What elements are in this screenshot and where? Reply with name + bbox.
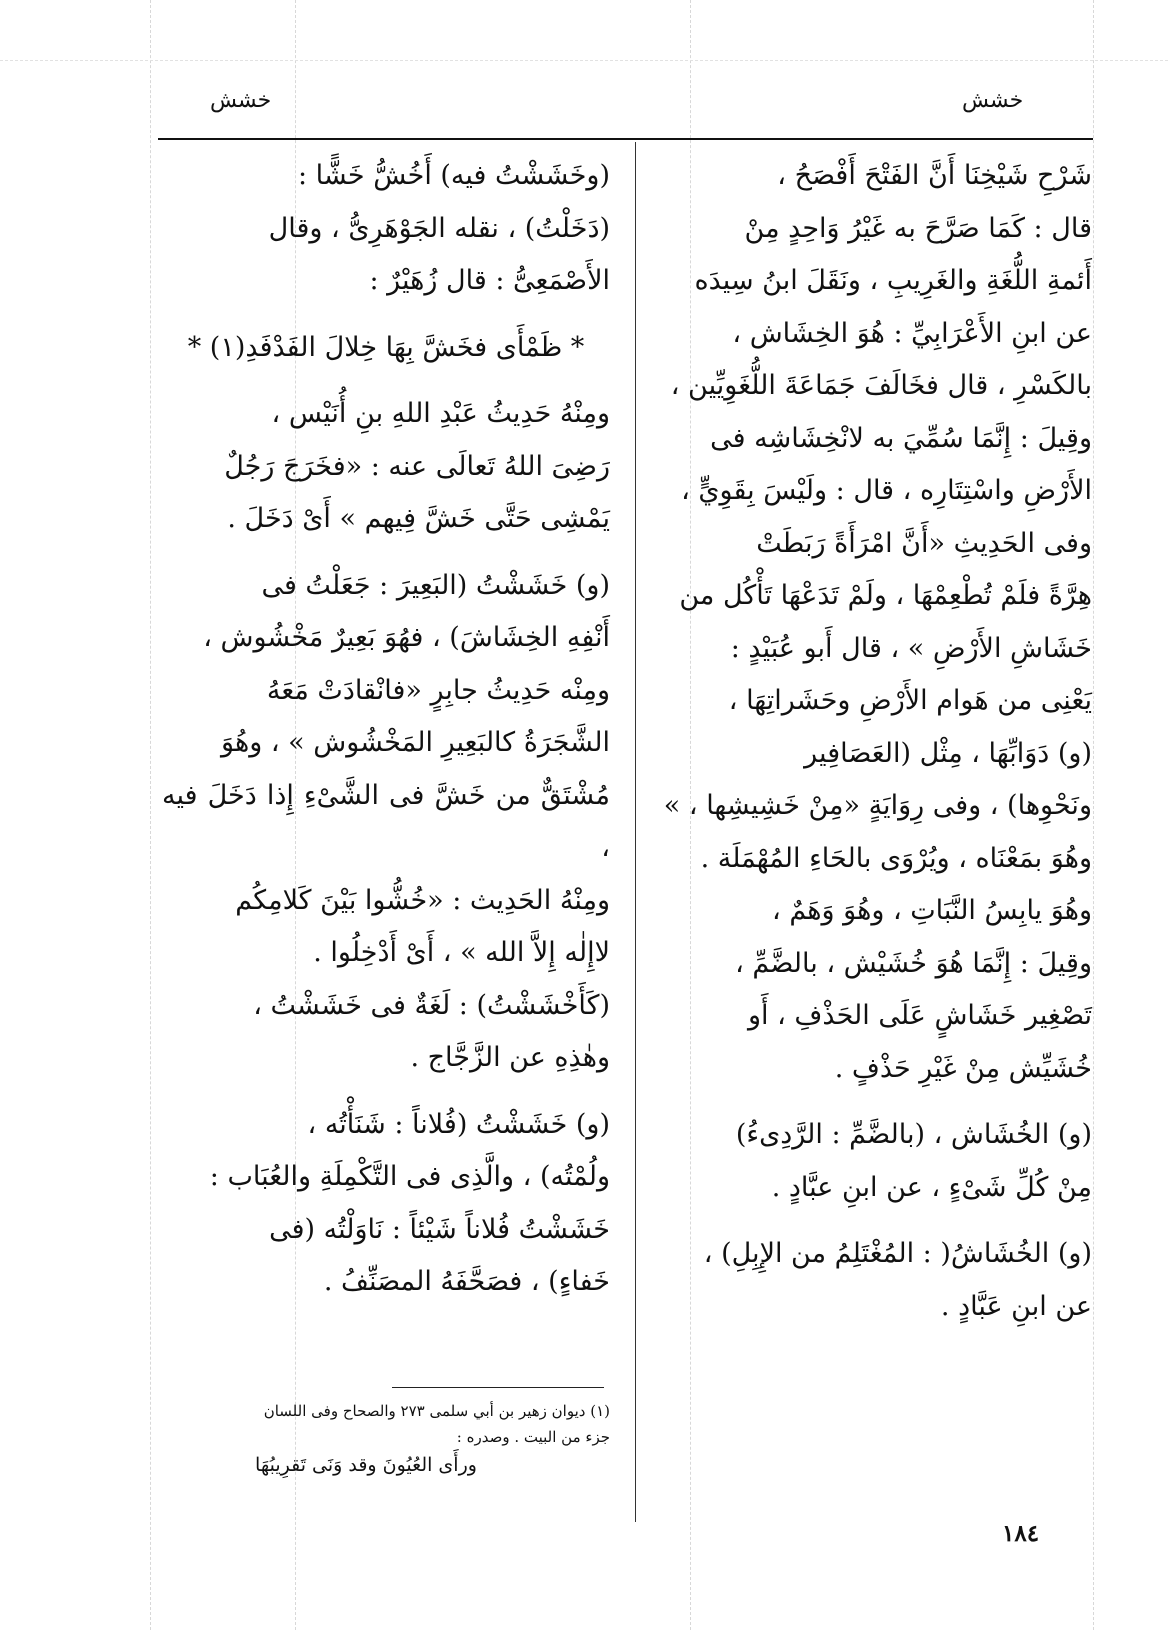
text-line: * ظَمْأَى فخَشَّ بِهَا خِلالَ الفَدْفَدِ(١) * <box>187 331 585 363</box>
text-line: عن ابنِ عَبَّادٍ . <box>940 1290 1092 1322</box>
text-line: أَئمةِ اللُّغَةِ والغَرِيبِ ، ونَقَلَ ابنُ سِيدَه <box>694 265 1092 296</box>
footnote-line: جزء من البيت . وصدره : <box>456 1428 610 1446</box>
text-line: (و) دَوَابِّهَا ، مِثْل (العَصَافِير <box>804 737 1092 769</box>
text-line: يَمْشِى حَتَّى خَشَّ فِيهم » أَىْ دَخَلَ . <box>227 503 610 534</box>
left-headword: خشش <box>210 88 272 113</box>
paragraph-gap <box>162 1085 610 1099</box>
text-line: (وخَشَشْتُ فيه) أَخُشُّ خَشًّا : <box>297 160 610 191</box>
paragraph-gap <box>162 374 610 388</box>
text-line: رَضِىَ اللهُ تَعالَى عنه : «فخَرَجَ رَجُلٌ <box>224 450 610 482</box>
text-line: (و) خَشَشْتُ (البَعِيرَ : جَعَلْتُ فى <box>261 569 610 601</box>
paragraph-gap <box>162 308 610 322</box>
text-line: (كَأَخْشَشْتُ) : لَغَةٌ فى خَشَشْتُ ، <box>253 989 610 1021</box>
scan-guide-line <box>0 60 1168 61</box>
text-line: مِنْ كُلِّ شَىْءٍ ، عن ابنِ عبَّادٍ . <box>771 1171 1092 1203</box>
text-line: الأَصْمَعِىُّ : قال زُهَيْرٌ : <box>369 265 610 296</box>
text-line: خَفاءٍ) ، فصَحَّفَهُ المصَنِّفُ . <box>323 1266 610 1297</box>
page-number: ١٨٤ <box>1002 1520 1040 1547</box>
footnote-rule <box>392 1387 604 1388</box>
text-line: وقِيلَ : إِنَّمَا هُوَ خُشَيْش ، بالضَّمِّ ، <box>735 947 1092 979</box>
text-line: (و) الخُشَاش ، (بالضَّمِّ : الرَّدِىءُ) <box>735 1119 1092 1150</box>
text-line: الشَّجَرَةُ كالبَعِيرِ المَخْشُوش » ، وهُوَ <box>221 727 610 758</box>
paragraph-gap <box>162 546 610 560</box>
scan-guide-line <box>1093 0 1094 1630</box>
text-line: ومِنْه حَدِيثُ جابِرٍ «فانْقادَتْ مَعَهُ <box>266 674 610 706</box>
text-line: وهٰذِهِ عن الزَّجَّاج . <box>410 1042 610 1073</box>
footnote-line: (١) ديوان زهير بن أبي سلمى ٢٧٣ والصحاح وفى اللسان <box>263 1402 610 1420</box>
text-line: ونَحْوِها) ، وفى رِوَايَةٍ «مِنْ خَشِيشِها ، » <box>663 790 1092 821</box>
text-line: الأَرْضِ واسْتِتَارِه ، قال : ولَيْسَ بِقَوِيٍّ ، <box>681 475 1092 506</box>
text-line: ومِنْهُ حَدِيثُ عَبْدِ اللهِ بنِ أُنَيْس ، <box>271 398 610 429</box>
text-line: وفى الحَدِيثِ «أَنَّ امْرَأَةً رَبَطَتْ <box>756 527 1092 559</box>
text-line: ولُمْتُه) ، والَّذِى فى التَّكْمِلَةِ والعُبَاب : <box>209 1161 610 1192</box>
text-line: بالكَسْرِ ، قال فخَالَفَ جَمَاعَةَ اللُّغَوِيِّين ، <box>670 370 1092 401</box>
text-line: شَرْحِ شَيْخِنَا أَنَّ الفَتْحَ أَفْصَحُ ، <box>777 160 1092 191</box>
text-line: وهُوَ بمَعْنَاه ، ويُرْوَى بالحَاءِ المُهْمَلَة . <box>700 842 1092 874</box>
text-line: أَنْفِهِ الخِشَاشَ) ، فهُوَ بَعِيرٌ مَخْشُوش ، <box>203 622 610 653</box>
paragraph-gap <box>662 1214 1092 1228</box>
text-line: تَصْغِير خَشَاشٍ عَلَى الحَذْفِ ، أَو <box>748 1000 1092 1031</box>
text-line: عن ابنِ الأَعْرَابِيِّ : هُوَ الخِشَاش ، <box>732 317 1092 349</box>
footnote-verse: ورأَى العُيُونَ وقد وَنَى تَقرِيبُهَا <box>255 1454 477 1476</box>
text-line: وقِيلَ : إِنَّمَا سُمِّيَ به لانْخِشَاشِه فى <box>710 422 1092 454</box>
footnote <box>162 1398 610 1480</box>
paragraph-gap <box>662 1095 1092 1109</box>
header-rule <box>158 138 1093 140</box>
right-column-text <box>662 150 1092 1333</box>
scan-guide-line <box>150 0 151 1630</box>
text-line: قال : كَمَا صَرَّحَ به غَيْرُ وَاحِدٍ مِنْ <box>744 212 1092 244</box>
text-line: هِرَّةً فلَمْ تُطْعِمْهَا ، ولَمْ تَدَعْهَا تَأْكُل من <box>679 580 1092 611</box>
text-line: (و) الخُشَاشُ( : المُغْتَلِمُ من الإِبِلِ) ، <box>703 1238 1092 1269</box>
text-line: ومِنْهُ الحَدِيث : «خُشُّوا بَيْنَ كَلامِكُم <box>235 884 610 916</box>
right-headword: خشش <box>962 88 1024 113</box>
text-line: لاإِلٰه إِلاَّ الله » ، أَىْ أَدْخِلُوا . <box>313 937 610 968</box>
text-line: خُشَيِّش مِنْ غَيْرِ حَذْفٍ . <box>834 1052 1092 1084</box>
text-line: خَشَاشِ الأَرْضِ » ، قال أَبو عُبَيْدٍ : <box>730 632 1092 664</box>
text-line: (دَخَلْتُ) ، نقله الجَوْهَرِىُّ ، وقال <box>268 212 610 244</box>
text-line: خَشَشْتُ فُلاناً شَيْئاً : نَاوَلْتُه (فى <box>269 1213 610 1245</box>
left-column-text <box>162 150 610 1309</box>
text-line: مُشْتَقٌّ من خَشَّ فى الشَّىْءِ إِذا دَخَلَ فيه ، <box>162 779 610 863</box>
text-line: وهُوَ يابِسُ النَّبَاتِ ، وهُوَ وَهَمٌ ، <box>772 895 1092 926</box>
text-line: (و) خَشَشْتُ (فُلاناً : شَنَأْتُه ، <box>307 1108 610 1140</box>
text-line: يَعْنِى من هَوام الأَرْضِ وحَشَراتِهَا ، <box>728 685 1092 716</box>
column-divider <box>635 142 636 1522</box>
